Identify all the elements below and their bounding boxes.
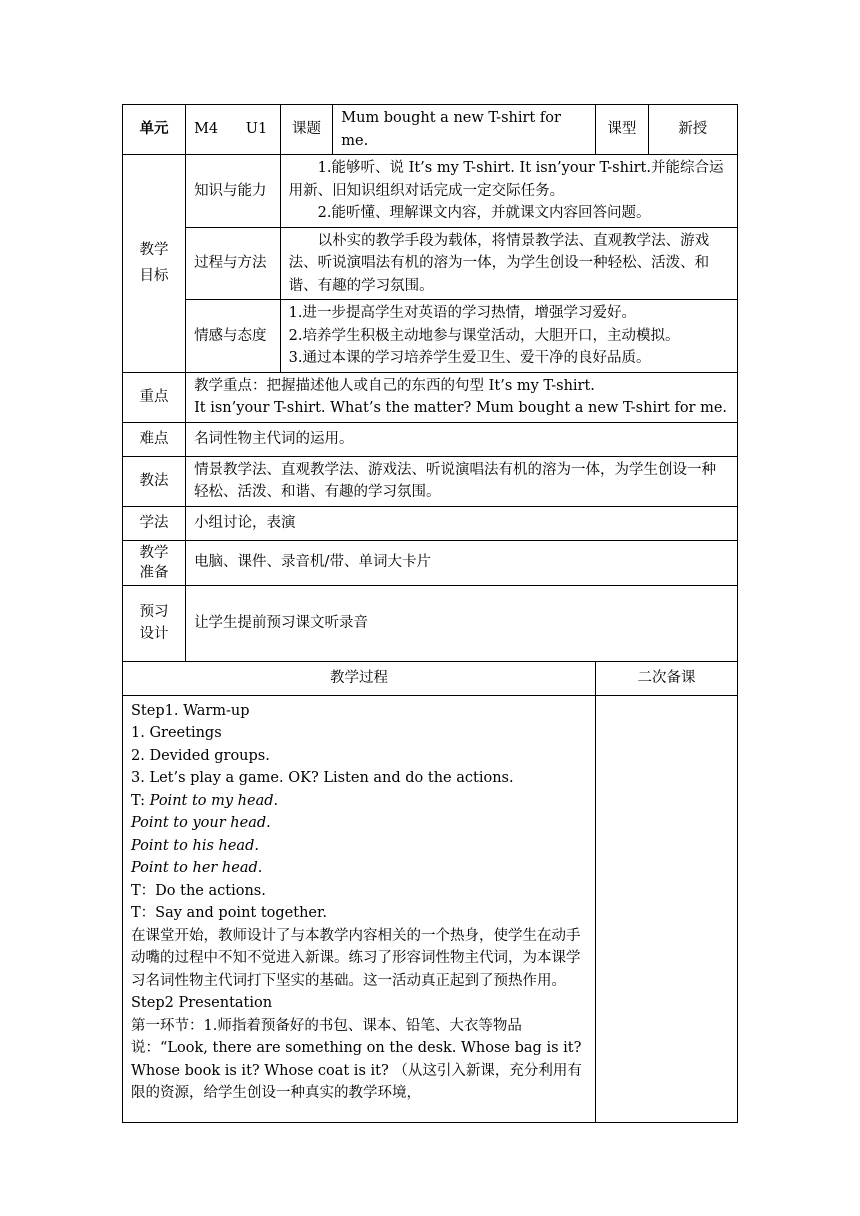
methods-label: 教法 [123,456,186,506]
presentation-paragraph: 第一环节：1.师指着预备好的书包、课本、铅笔、大衣等物品说：“Look, there are something on the desk. Whose bag is it? Whose book is it? Whose coat is it? （从这引入新课，充分利用有限的资源，给学生创设一种真实的教学环境， [131,1017,582,1101]
key-points-line-1: 教学重点：把握描述他人或自己的东西的句型 It’s my T-shirt. [194,377,595,394]
process-content: 以朴实的教学手段为载体，将情景教学法、直观教学法、游戏法、听说演唱法有机的溶为一体，为学生创设一种轻松、活泼、和谐、有趣的学习氛围。 [280,227,737,300]
difficulties-row [123,422,738,456]
objectives-label: 教学 目标 [123,155,186,373]
objective-process-row [123,227,738,300]
emotion-line-2: 2.培养学生积极主动地参与课堂活动，大胆开口，主动模拟。 [288,327,680,344]
preview-label: 预习 设计 [123,585,186,661]
key-points-label: 重点 [123,372,186,422]
point-his-head: Point to his head. [131,837,259,854]
preview-row [123,585,738,661]
preview-content: 让学生提前预习课文听录音 [186,585,738,661]
prep-row [123,540,738,585]
key-points-row [123,372,738,422]
unit-value: M4 U1 [186,105,281,155]
process-header-right: 二次备课 [596,661,738,695]
learning-content: 小组讨论，表演 [186,506,738,540]
teacher-prefix: T: [131,792,150,809]
learning-row [123,506,738,540]
header-row [123,105,738,155]
teacher-line-3: T：Say and point together. [131,905,327,921]
objective-emotion-row [123,300,738,373]
emotion-label: 情感与态度 [186,300,281,373]
objective-knowledge-row [123,155,738,228]
type-value: 新授 [648,105,737,155]
prep-content: 电脑、课件、录音机/带、单词大卡片 [186,540,738,585]
knowledge-content [280,155,737,228]
knowledge-label: 知识与能力 [186,155,281,228]
emotion-line-1: 1.进一步提高学生对英语的学习热情，增强学习爱好。 [288,305,637,321]
unit-label: 单元 [123,105,186,155]
knowledge-line-1: 1.能够听、说 It’s my T-shirt. It isn’your T-shirt.并能综合运用新、旧知识组织对话完成一定交际任务。 [288,160,724,199]
warmup-paragraph: 在课堂开始，教师设计了与本教学内容相关的一个热身，使学生在动手动嘴的过程中不知不觉进入新课。练习了形容词性物主代词，为本课学习名词性物主代词打下坚实的基础。这一活动真正起到了预热作用。 [131,927,581,989]
knowledge-line-2: 2.能听懂、理解课文内容，并就课文内容回答问题。 [317,205,651,221]
process-body-row [123,695,738,1122]
process-body [123,695,596,1122]
second-prep-cell [596,695,738,1122]
point-her-head: Point to her head. [131,860,263,876]
learning-label: 学法 [123,506,186,540]
teacher-command: Point to my head. [149,792,279,809]
topic-value: Mum bought a new T-shirt for me. [333,105,596,155]
process-header-left: 教学过程 [123,661,596,695]
process-label: 过程与方法 [186,227,281,300]
methods-row [123,456,738,506]
difficulties-content: 名词性物主代词的运用。 [186,422,738,456]
key-points-content [186,372,738,422]
difficulties-label: 难点 [123,422,186,456]
teacher-line-1 [131,790,587,813]
game-line: 3. Let’s play a game. OK? Listen and do the actions. [131,770,514,786]
point-your-head: Point to your head. [131,815,271,831]
teacher-line-2: T：Do the actions. [131,882,266,899]
emotion-content [280,300,737,373]
emotion-line-3: 3.通过本课的学习培养学生爱卫生、爱干净的良好品质。 [288,350,651,366]
prep-label: 教学 准备 [123,540,186,585]
groups-line: 2. Devided groups. [131,747,270,764]
lesson-plan-table [122,104,738,1123]
topic-label: 课题 [280,105,333,155]
step2-heading: Step2 Presentation [131,995,273,1011]
key-points-line-2: It isn’your T-shirt. What’s the matter? Mum bought a new T-shirt for me. [194,400,728,416]
process-header-row [123,661,738,695]
greetings-line: 1. Greetings [131,725,222,741]
methods-content: 情景教学法、直观教学法、游戏法、听说演唱法有机的溶为一体，为学生创设一种轻松、活泼、和谐、有趣的学习氛围。 [186,456,738,506]
type-label: 课型 [596,105,649,155]
step1-heading: Step1. Warm-up [131,702,250,719]
